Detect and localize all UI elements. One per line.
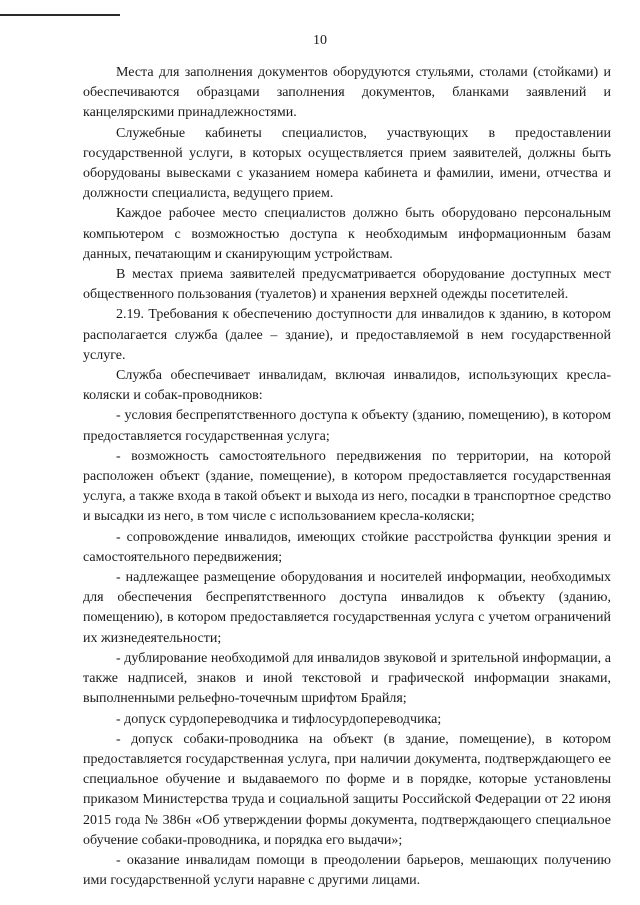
list-item: - оказание инвалидам помощи в преодолении барьеров, мешающих получению ими государственной услуги наравне с другими лицами. [83, 852, 611, 889]
list-item: - дублирование необходимой для инвалидов звуковой и зрительной информации, а также надписей, знаков и иной текстовой и графической информации знаками, выполненными рельефно-точечным шрифтом Брайля; [83, 650, 611, 707]
paragraph: Служебные кабинеты специалистов, участвующих в предоставлении государственной услуги, в которых осуществляется прием заявителей, должны быть оборудованы вывесками с указанием номера кабинета и фамилии, имени, отчества и должности специалиста, ведущего прием. [83, 125, 611, 202]
paragraph: Служба обеспечивает инвалидам, включая инвалидов, использующих кресла-коляски и собак-проводников: [83, 368, 611, 404]
list-item: - возможность самостоятельного передвижения по территории, на которой расположен объект (здание, помещение), в котором предоставляется государственная услуга, а также входа в такой объект и выхода из него, посадки в транспортное средство и высадки из него, в том числе с использованием кресла-коляски; [83, 448, 611, 525]
list-item: - условия беспрепятственного доступа к объекту (зданию, помещению), в котором предоставляется государственная услуга; [83, 408, 611, 444]
paragraph: Места для заполнения документов оборудуются стульями, столами (стойками) и обеспечиваются образцами заполнения документов, бланками заявлений и канцелярскими принадлежностями. [83, 65, 611, 121]
page-number: 10 [313, 33, 327, 48]
document-body [83, 63, 611, 891]
scan-edge-mark [0, 14, 120, 16]
paragraph: Каждое рабочее место специалистов должно быть оборудовано персональным компьютером с возможностью доступа к необходимым информационным базам данных, печатающим и сканирующим устройствам. [83, 206, 611, 262]
section-heading-paragraph: 2.19. Требования к обеспечению доступности для инвалидов к зданию, в котором располагается служба (далее – здание), и предоставляемой в нем государственной услуге. [83, 307, 611, 363]
list-item: - сопровождение инвалидов, имеющих стойкие расстройства функции зрения и самостоятельного передвижения; [83, 529, 611, 565]
list-item: - допуск собаки-проводника на объект (в здание, помещение), в котором предоставляется государственная услуга, при наличии документа, подтверждающего ее специальное обучение и выдаваемого по форме и в порядке, которые установлены приказом Министерства труда и социальной защиты Российской Федерации от 22 июня 2015 года № 386н «Об утверждении формы документа, подтверждающего специальное обучение собаки-проводника, и порядка его выдачи»; [83, 731, 611, 848]
paragraph: В местах приема заявителей предусматривается оборудование доступных мест общественного пользования (туалетов) и хранения верхней одежды посетителей. [83, 267, 611, 303]
list-item: - надлежащее размещение оборудования и носителей информации, необходимых для обеспечения беспрепятственного доступа инвалидов к объекту (зданию, помещению), в котором предоставляется государственная услуга с учетом ограничений их жизнедеятельности; [83, 570, 611, 646]
list-item: - допуск сурдопереводчика и тифлосурдопереводчика; [116, 711, 442, 727]
